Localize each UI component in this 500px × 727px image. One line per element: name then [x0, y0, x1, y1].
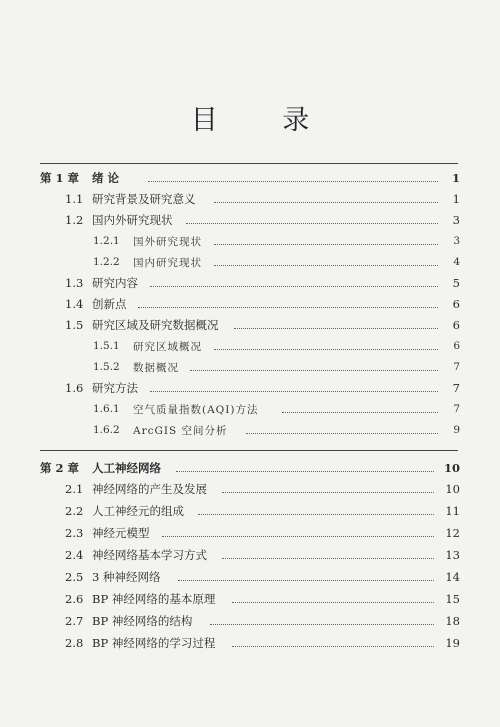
leader-dots — [222, 557, 434, 559]
entry-page: 1 — [451, 171, 460, 185]
leader-dots — [150, 285, 438, 287]
page-title: 目 录 — [190, 105, 338, 136]
entry-page: 5 — [452, 276, 460, 290]
entry-number: 1.4 — [65, 297, 84, 311]
entry-title: 研究区域概况 — [133, 340, 202, 353]
entry-title: 人工神经元的组成 — [92, 504, 184, 518]
leader-dots — [232, 601, 434, 603]
toc-entry-1-6[interactable] — [0, 378, 500, 398]
leader-dots — [176, 470, 434, 472]
entry-title: BP 神经网络的学习过程 — [92, 636, 216, 650]
leader-dots — [138, 306, 438, 308]
entry-number: 1.5 — [65, 318, 84, 332]
entry-page: 12 — [445, 526, 460, 540]
toc-entry-2-4[interactable] — [0, 545, 500, 565]
entry-title: 研究内容 — [92, 276, 138, 290]
entry-number: 2.2 — [65, 504, 84, 518]
entry-title: 国内研究现状 — [133, 256, 202, 269]
entry-title: 研究背景及研究意义 — [92, 192, 196, 206]
toc-entry-1-2-2[interactable] — [0, 252, 500, 272]
entry-number: 第 2 章 — [40, 461, 80, 475]
toc-entry-2-5[interactable] — [0, 567, 500, 587]
entry-number: 1.5.1 — [93, 340, 120, 352]
entry-number: 2.4 — [65, 548, 84, 562]
entry-page: 15 — [445, 592, 460, 606]
entry-page: 4 — [453, 256, 460, 268]
entry-page: 7 — [453, 403, 460, 415]
toc-entry-1-5-1[interactable] — [0, 336, 500, 356]
entry-number: 1.6 — [65, 381, 84, 395]
toc-entry-2-1[interactable] — [0, 479, 500, 499]
entry-title: BP 神经网络的结构 — [92, 614, 193, 628]
entry-number: 1.5.2 — [93, 361, 120, 373]
entry-number: 2.6 — [65, 592, 84, 606]
leader-dots — [210, 623, 434, 625]
leader-dots — [232, 645, 434, 647]
entry-page: 18 — [445, 614, 460, 628]
leader-dots — [150, 390, 438, 392]
entry-title: 数据概况 — [133, 361, 179, 374]
entry-title: BP 神经网络的基本原理 — [92, 592, 216, 606]
entry-number: 第 1 章 — [40, 171, 80, 185]
entry-number: 2.7 — [65, 614, 84, 628]
toc-entry-2-3[interactable] — [0, 523, 500, 543]
leader-dots — [282, 411, 438, 413]
toc-entry-1-1[interactable] — [0, 189, 500, 209]
entry-page: 11 — [445, 504, 460, 518]
entry-number: 1.6.1 — [93, 403, 120, 415]
toc-entry-1-4[interactable] — [0, 294, 500, 314]
leader-dots — [162, 535, 434, 537]
toc-entry-1-6-2[interactable] — [0, 420, 500, 440]
entry-page: 7 — [452, 381, 460, 395]
toc-chapter-2[interactable] — [0, 458, 500, 478]
leader-dots — [186, 222, 438, 224]
title-rule — [40, 163, 458, 164]
leader-dots — [214, 243, 438, 245]
entry-title: 神经元模型 — [92, 526, 150, 540]
entry-title: 创新点 — [92, 297, 127, 311]
entry-page: 10 — [445, 482, 460, 496]
entry-title: 神经网络的产生及发展 — [92, 482, 207, 496]
leader-dots — [234, 327, 438, 329]
entry-page: 14 — [445, 570, 460, 584]
entry-number: 2.5 — [65, 570, 84, 584]
leader-dots — [222, 491, 434, 493]
entry-page: 3 — [452, 213, 460, 227]
toc-entry-1-2-1[interactable] — [0, 231, 500, 251]
toc-entry-2-8[interactable] — [0, 633, 500, 653]
entry-number: 1.2.1 — [93, 235, 120, 247]
leader-dots — [246, 432, 438, 434]
chapter-rule — [40, 450, 458, 451]
leader-dots — [148, 180, 438, 182]
entry-title: 国外研究现状 — [133, 235, 202, 248]
entry-page: 6 — [452, 318, 460, 332]
toc-entry-1-5-2[interactable] — [0, 357, 500, 377]
entry-page: 13 — [445, 548, 460, 562]
toc-entry-1-6-1[interactable] — [0, 399, 500, 419]
entry-number: 1.2 — [65, 213, 84, 227]
entry-title: 3 种神经网络 — [92, 570, 161, 584]
leader-dots — [214, 264, 438, 266]
toc-entry-2-6[interactable] — [0, 589, 500, 609]
entry-page: 3 — [453, 235, 460, 247]
leader-dots — [198, 513, 434, 515]
leader-dots — [214, 201, 438, 203]
entry-title: 神经网络基本学习方式 — [92, 548, 207, 562]
entry-number: 2.1 — [65, 482, 84, 496]
leader-dots — [214, 348, 438, 350]
entry-number: 1.1 — [65, 192, 84, 206]
toc-entry-2-7[interactable] — [0, 611, 500, 631]
entry-number: 1.6.2 — [93, 424, 120, 436]
entry-number: 1.2.2 — [93, 256, 120, 268]
entry-page: 9 — [453, 424, 460, 436]
leader-dots — [178, 579, 434, 581]
leader-dots — [190, 369, 438, 371]
entry-page: 19 — [445, 636, 460, 650]
entry-title: 空气质量指数(AQI)方法 — [133, 403, 259, 416]
entry-number: 1.3 — [65, 276, 84, 290]
entry-number: 2.3 — [65, 526, 84, 540]
entry-page: 6 — [453, 340, 460, 352]
toc-entry-2-2[interactable] — [0, 501, 500, 521]
toc-chapter-1[interactable] — [0, 168, 500, 188]
entry-title: 国内外研究现状 — [92, 213, 173, 227]
toc-entry-1-3[interactable] — [0, 273, 500, 293]
entry-page: 6 — [452, 297, 460, 311]
toc-entry-1-5[interactable] — [0, 315, 500, 335]
entry-number: 2.8 — [65, 636, 84, 650]
entry-title: ArcGIS 空间分析 — [133, 424, 228, 437]
entry-page: 7 — [453, 361, 460, 373]
entry-page: 10 — [443, 461, 460, 475]
entry-page: 1 — [452, 192, 460, 206]
entry-title: 研究区域及研究数据概况 — [92, 318, 219, 332]
entry-title: 研究方法 — [92, 381, 138, 395]
toc-entry-1-2[interactable] — [0, 210, 500, 230]
entry-title: 人工神经网络 — [92, 461, 161, 475]
entry-title: 绪 论 — [92, 171, 120, 185]
